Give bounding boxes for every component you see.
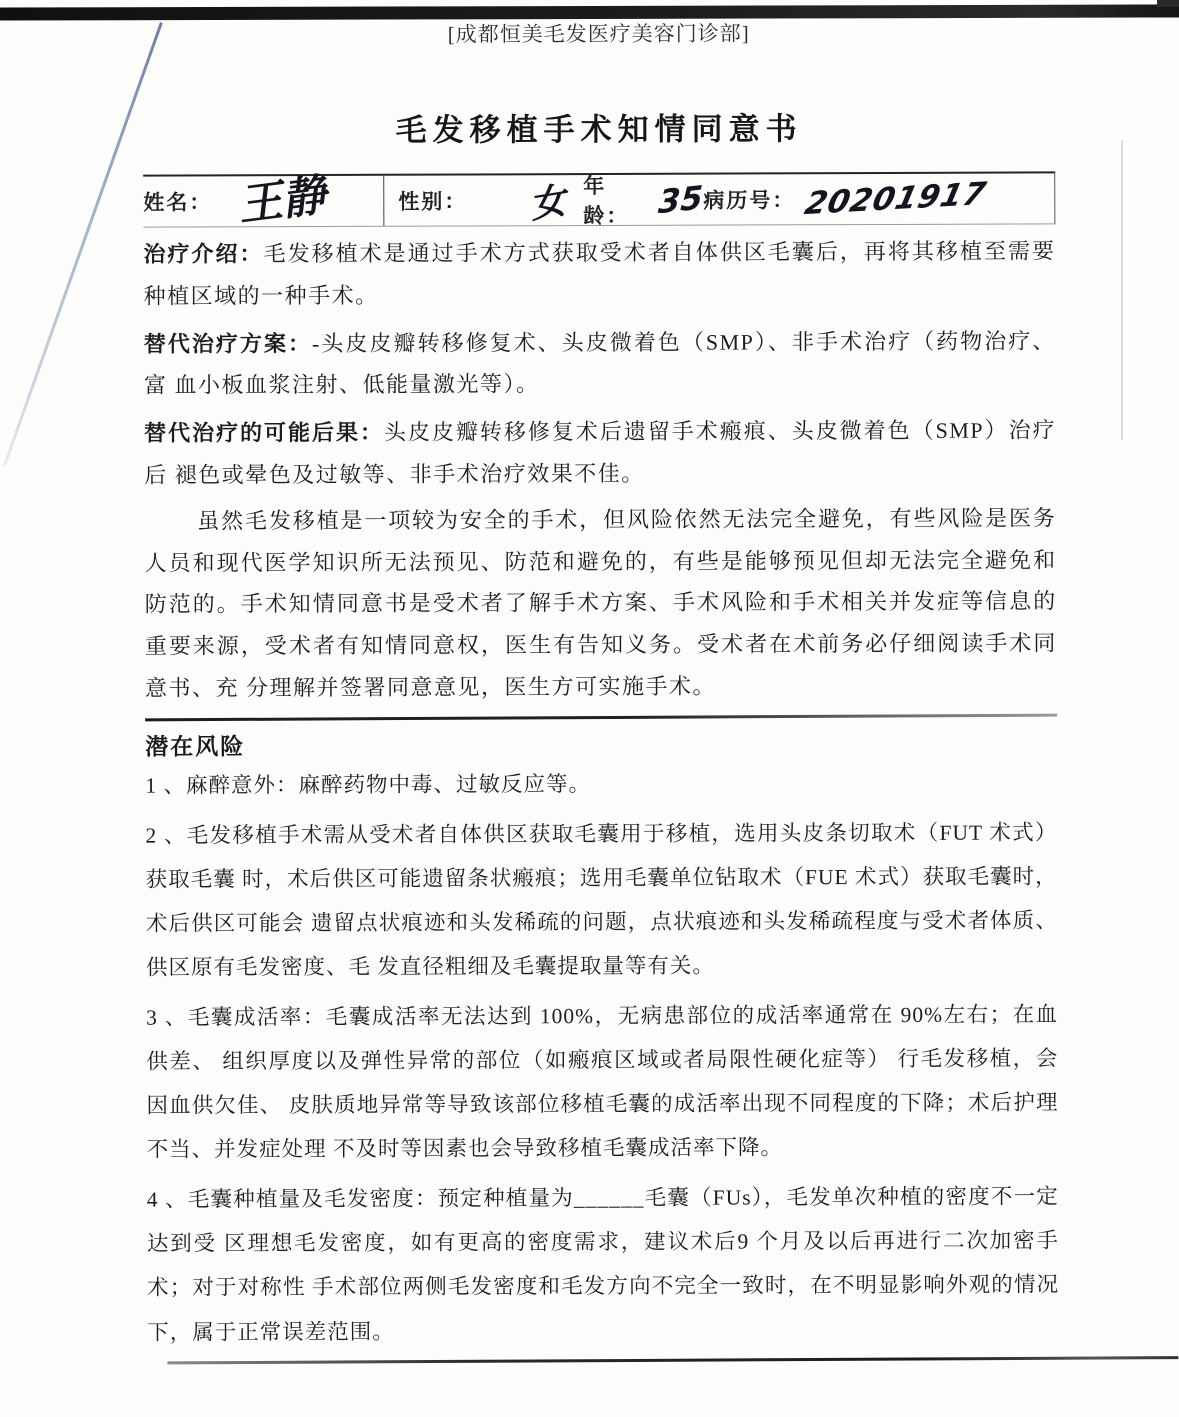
treatment-intro-label: 治疗介绍： [143,241,264,267]
scan-right-edge-line [1121,140,1123,440]
scan-page-edge-shadow [3,22,163,466]
document-title: 毛发移植手术知情同意书 [395,111,803,148]
alternative-consequences-label: 替代治疗的可能后果： [144,419,385,446]
consent-intro-paragraph: 虽然毛发移植是一项较为安全的手术，但风险依然无法完全避免，有些风险是医务人员和现代医学知识所无法预见、防范和避免的，有些是能够预见但却无法完全避免和防范的。手术知情同意书是受术者了解手术方案、手术风险和手术相关并发症等信息的重要来源，受术者有知情同意权，医生有告知义务。受术者在术前务必仔细阅读手术同意书、充 分理解并签署同意意见，医生方可实施手术。 [144,505,1057,701]
document-body [143,16,1060,1363]
treatment-intro-paragraph [143,230,1055,317]
alternative-consequences-paragraph [144,410,1056,497]
scan-corner-speck [1157,0,1179,7]
alternative-consequences-text: 头皮皮瓣转移修复术后遗留手术瘢痕、头皮微着色（SMP）治疗后 褪色或晕色及过敏等、非手术治疗效果不佳。 [144,417,1057,488]
name-handwritten-value: 王静 [235,169,330,232]
section-divider-line [145,713,1057,721]
name-label: 姓名： [143,190,213,215]
gender-field [383,175,583,226]
record-number-handwritten-value: 20201917 [801,175,990,222]
record-number-field [703,173,1054,224]
alternative-treatment-paragraph [144,320,1056,407]
alternative-treatment-label: 替代治疗方案： [143,330,313,357]
risk-item-1: 1 、麻醉意外：麻醉药物中毒、过敏反应等。 [145,771,592,798]
name-field [143,169,383,232]
risk-item-2: 2 、毛发移植手术需从受术者自体供区获取毛囊用于移植，选用头皮条切取术（FUT 术式）获取毛囊 时，术后供区可能遗留条状瘢痕；选用毛囊单位钻取术（FUE 术式）获取毛囊时，术后供区可能会 遗留点状痕迹和头发稀疏的问题，点状痕迹和头发稀疏程度与受术者体质、供区原有毛发密度、毛 发直径粗细及毛囊提取量等有关。 [145,820,1058,980]
alternative-treatment-text: -头皮皮瓣转移修复术、头皮微着色（SMP）、非手术治疗（药物治疗、富 血小板血浆注射、低能量激光等）。 [143,328,1056,398]
age-handwritten-value: 35 [657,178,705,222]
gender-handwritten-value: 女 [526,180,569,227]
clinic-name: [成都恒美毛发医疗美容门诊部] [447,21,750,47]
risk-item-4: 4 、毛囊种植量及毛发密度：预定种植量为______毛囊（FUs），毛发单次种植的密度不一定达到受 区理想毛发密度，如有更高的密度需求，建议术后9 个月及以后再进行二次加密手术；对于对称性 手术部位两侧毛发密度和毛发方向不完全一致时，在不明显影响外观的情况下，属于正常误差范围。 [146,1184,1060,1345]
potential-risks-heading: 潜在风险 [145,734,246,760]
patient-info-row [143,169,1055,232]
treatment-intro-text: 毛发移植术是通过手术方式获取受术者自体供区毛囊后，再将其移植至需要种植区域的一种手术。 [143,238,1056,309]
record-number-label: 病历号： [703,188,796,213]
gender-label: 性别： [398,189,468,214]
age-label: 年龄： [583,173,630,229]
risk-item-3: 3 、毛囊成活率：毛囊成活率无法达到 100%，无病患部位的成活率通常在 90%左右；在血供差、 组织厚度以及弹性异常的部位（如瘢痕区域或者局限性硬化症等） 行毛发移植，会因血供欠佳、 皮肤质地异常等导致该部位移植毛囊的成活率出现不同程度的下降；术后护理不当、并发症处理 不及时等因素也会导致移植毛囊成活率下降。 [146,1002,1059,1162]
age-field [583,173,705,229]
bottom-divider-line [167,1356,1178,1364]
